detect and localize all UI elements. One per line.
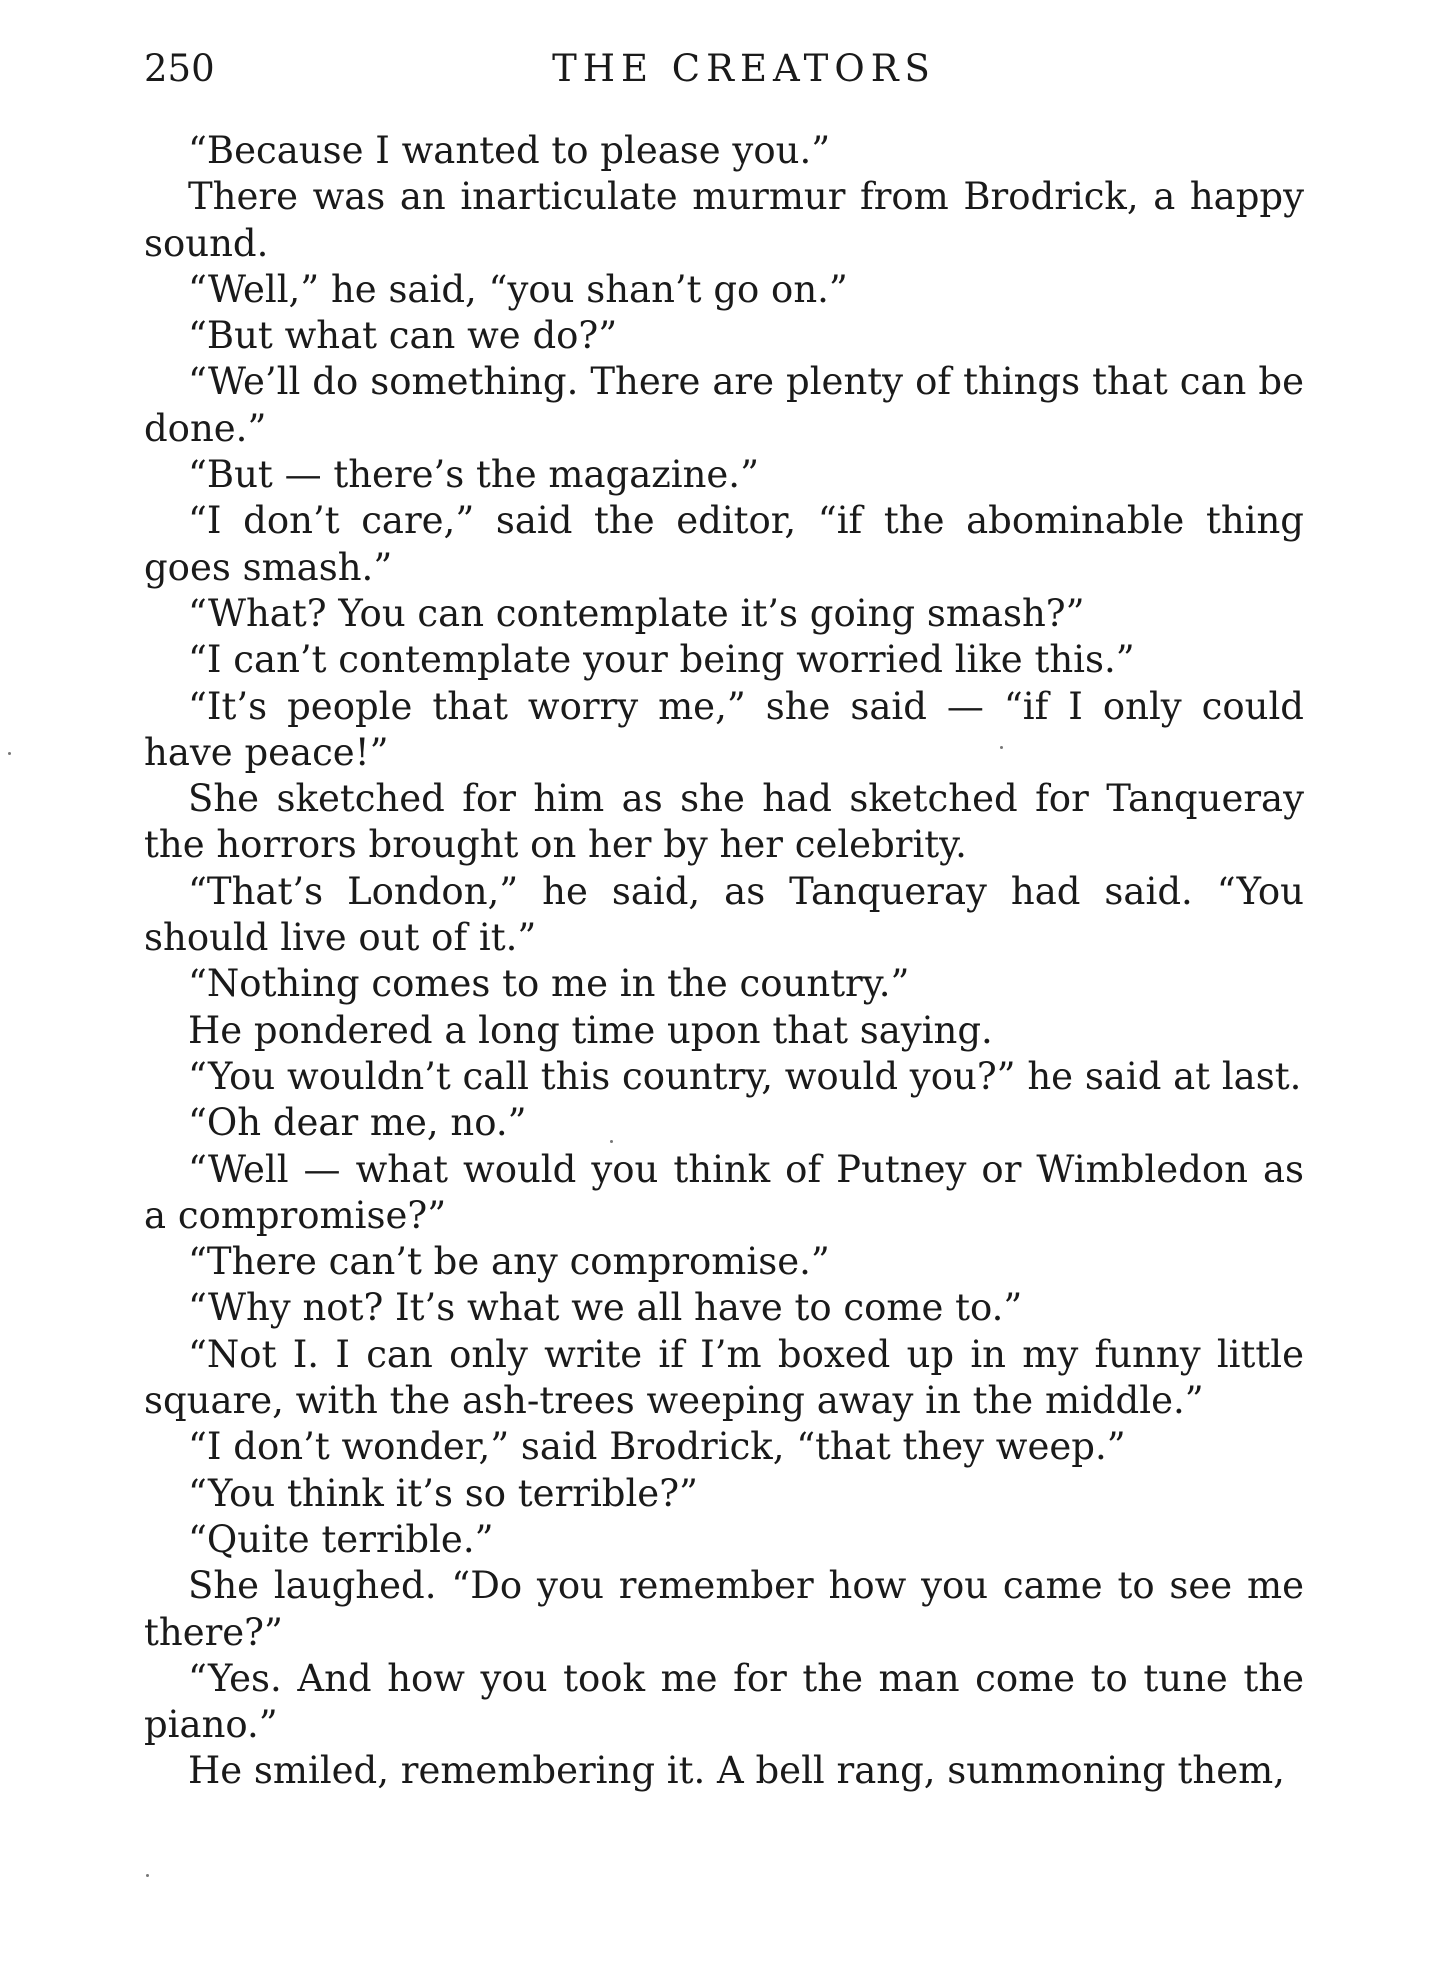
page-header: [144, 44, 1304, 94]
paragraph: “Because I wanted to please you.”: [188, 129, 831, 172]
paragraph: “I don’t care,” said the editor, “if the abominable thing goes smash.”: [144, 499, 1304, 589]
paragraph: He pondered a long time upon that saying.: [188, 1008, 993, 1052]
paragraph: There was an inarticulate murmur from Brodrick, a happy sound.: [144, 175, 1304, 265]
paragraph: “That’s London,” he said, as Tanqueray had said. “You should live out of it.”: [144, 869, 1304, 960]
paragraph: “Nothing comes to me in the country.”: [188, 962, 910, 1006]
paragraph: He smiled, remembering it. A bell rang, summoning them,: [188, 1749, 1285, 1793]
paragraph: “I can’t contemplate your being worried like this.”: [188, 638, 1135, 682]
paragraph: “I don’t wonder,” said Brodrick, “that they weep.”: [188, 1425, 1126, 1469]
paragraph: She sketched for him as she had sketched for Tanqueray the horrors brought on her by her celebrity.: [144, 777, 1304, 867]
paragraph: “Oh dear me, no.”: [188, 1101, 527, 1145]
body-text: [144, 128, 1304, 1795]
paragraph: She laughed. “Do you remember how you came to see me there?”: [144, 1564, 1304, 1654]
paragraph: “But — there’s the magazine.”: [188, 453, 759, 497]
paper-speck: [8, 752, 11, 755]
paper-speck: [146, 1874, 149, 1877]
paragraph: “Yes. And how you took me for the man come to tune the piano.”: [144, 1656, 1304, 1747]
paragraph: “We’ll do something. There are plenty of things that can be done.”: [144, 360, 1304, 450]
paragraph: “You think it’s so terrible?”: [188, 1471, 698, 1515]
paper-speck: [610, 1140, 613, 1143]
page-number: 250: [144, 47, 215, 90]
paragraph: “Quite terrible.”: [188, 1517, 494, 1561]
paragraph: “What? You can contemplate it’s going smash?”: [188, 591, 1085, 635]
paragraph: “There can’t be any compromise.”: [188, 1240, 830, 1284]
paragraph: “But what can we do?”: [188, 314, 618, 358]
paper-speck: [1000, 746, 1003, 749]
paragraph: “Why not? It’s what we all have to come to.”: [188, 1286, 1023, 1330]
paragraph: “Well — what would you think of Putney or Wimbledon as a compromise?”: [144, 1147, 1304, 1237]
paragraph: “It’s people that worry me,” she said — “if I only could have peace!”: [144, 684, 1304, 774]
paragraph: “Not I. I can only write if I’m boxed up in my funny little square, with the ash-trees weeping away in the middle.”: [144, 1332, 1304, 1423]
paragraph: “Well,” he said, “you shan’t go on.”: [188, 267, 848, 311]
paragraph: “You wouldn’t call this country, would you?” he said at last.: [188, 1054, 1302, 1098]
running-title: THE CREATORS: [552, 47, 936, 90]
